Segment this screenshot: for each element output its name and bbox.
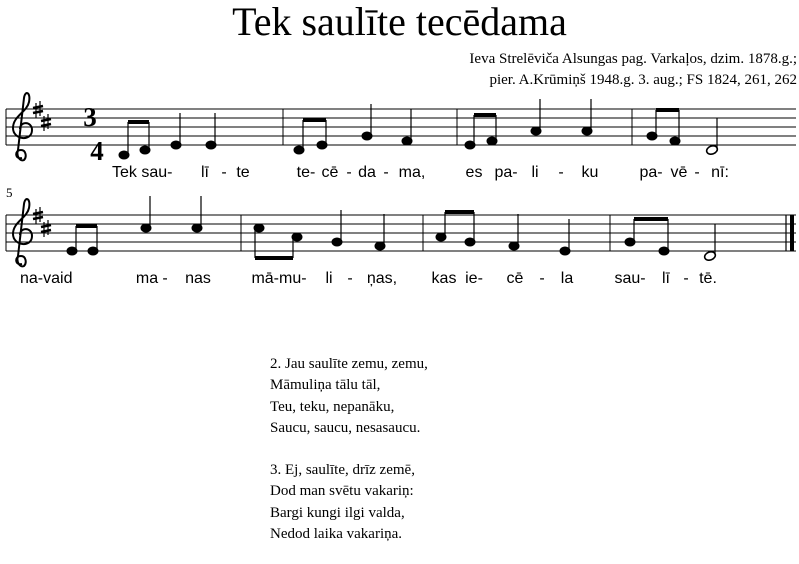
svg-text:lī: lī <box>201 164 209 181</box>
verse-line: Nedod laika vakariņa. <box>270 526 403 543</box>
measure-5 <box>67 196 241 255</box>
staff-2 <box>6 215 796 251</box>
svg-text:-: - <box>162 270 168 287</box>
verse-line: Bargi kungi ilgi valda, <box>270 504 405 521</box>
svg-text:-: - <box>683 270 689 287</box>
svg-text:tē.: tē. <box>699 270 717 287</box>
svg-text:da: da <box>358 164 376 181</box>
svg-text:pa-: pa- <box>639 164 663 181</box>
svg-text:-: - <box>383 164 389 181</box>
svg-text:pa-: pa- <box>494 164 518 181</box>
svg-text:ku: ku <box>581 164 599 181</box>
verse-line: Dod man svētu vakariņ: <box>270 483 414 500</box>
svg-text:ie-: ie- <box>465 270 483 287</box>
verse-3 <box>270 460 428 545</box>
lyrics-line-2 <box>20 270 717 287</box>
verse-line: Māmuliņa tālu tāl, <box>270 377 381 394</box>
song-title: Tek saulīte tecēdama <box>232 0 567 44</box>
svg-text:-: - <box>539 270 545 287</box>
svg-text:-: - <box>694 164 700 181</box>
svg-text:li: li <box>531 164 539 181</box>
svg-text:Tek sau-: Tek sau- <box>112 164 173 181</box>
measure-2 <box>294 104 457 154</box>
svg-text:-: - <box>346 164 352 181</box>
svg-text:vē: vē <box>670 164 688 181</box>
verses <box>270 354 428 545</box>
svg-text:mā-mu-: mā-mu- <box>251 270 307 287</box>
verse-line: 3. Ej, saulīte, drīz zemē, <box>270 462 415 479</box>
svg-text:cē: cē <box>321 164 339 181</box>
source-line-1: Ieva Strelēviča Alsungas pag. Varkaļos, dzim. 1878.g.; <box>469 51 797 67</box>
measure-number: 5 <box>6 185 13 200</box>
svg-text:la: la <box>560 270 574 287</box>
verse-line: Teu, teku, nepanāku, <box>270 398 395 415</box>
svg-text:nas: nas <box>185 270 211 287</box>
measure-8 <box>625 215 792 262</box>
svg-text:kas: kas <box>431 270 457 287</box>
verse-line: Saucu, saucu, nesasaucu. <box>270 419 421 436</box>
svg-text:sau-: sau- <box>614 270 646 287</box>
svg-text:te-: te- <box>296 164 316 181</box>
measure-1 <box>119 109 283 159</box>
svg-text:li: li <box>325 270 333 287</box>
svg-text:ma: ma <box>135 270 159 287</box>
svg-text:ma,: ma, <box>398 164 426 181</box>
verse-line: 2. Jau saulīte zemu, zemu, <box>270 356 428 372</box>
time-signature <box>83 102 104 166</box>
svg-text:cē: cē <box>506 270 524 287</box>
svg-text:te: te <box>236 164 250 181</box>
svg-text:es: es <box>465 164 483 181</box>
svg-text:-: - <box>221 164 227 181</box>
svg-text:nī:: nī: <box>711 164 729 181</box>
verse-2 <box>270 354 428 439</box>
svg-text:na-vaid: na-vaid <box>20 270 73 287</box>
measure-3 <box>465 99 632 149</box>
lyrics-line-1 <box>112 164 729 181</box>
svg-text:-: - <box>347 270 353 287</box>
svg-text:lī: lī <box>662 270 670 287</box>
measure-4 <box>647 110 719 156</box>
svg-text:-: - <box>558 164 564 181</box>
source-line-2: pier. A.Krūmiņš 1948.g. 3. aug.; FS 1824, 261, 262 <box>489 72 797 88</box>
svg-text:ņas,: ņas, <box>366 270 398 287</box>
time-signature-top: 3 <box>83 102 97 132</box>
time-signature-bottom: 4 <box>90 136 104 166</box>
